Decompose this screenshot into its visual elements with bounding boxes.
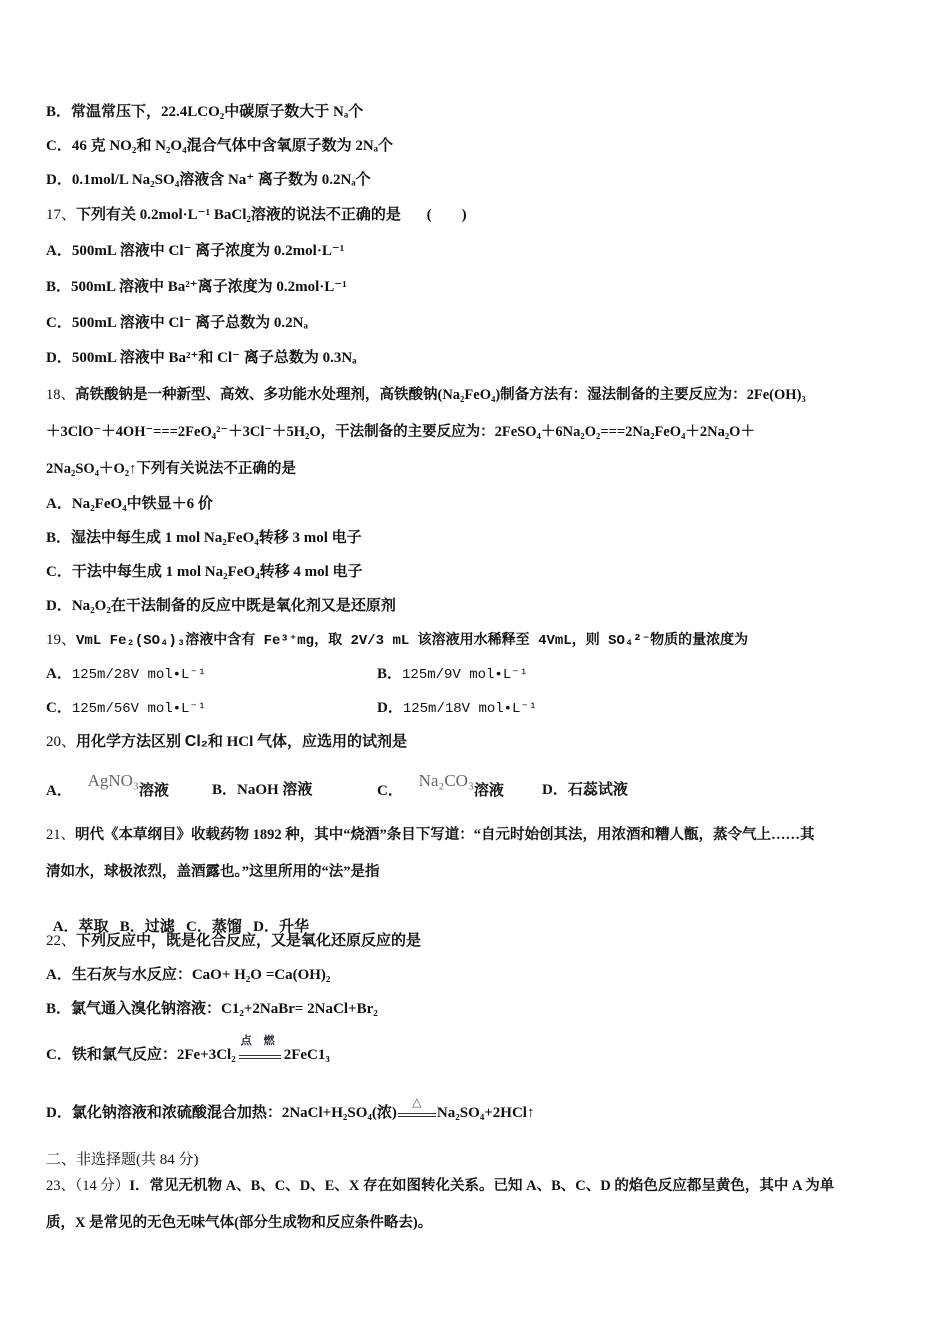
- option-label: A．: [46, 666, 72, 682]
- option-text: 生石灰与水反应：CaO+ H₂O =Ca(OH)₂: [71, 967, 331, 983]
- reaction-condition-arrow: [398, 1094, 436, 1124]
- question-number: 18、: [46, 387, 75, 403]
- q20-option-a: [46, 771, 169, 801]
- option-label: A．: [46, 243, 72, 259]
- option-label: B．: [46, 279, 72, 295]
- option-text: 500mL 溶液中 Cl⁻ 离子总数为 0.2Nₐ: [71, 315, 308, 331]
- q20-option-b: [212, 780, 312, 800]
- question-number: 22、: [46, 933, 77, 949]
- options-text: A．萃取 B．过滤 C．蒸馏 D．升华: [52, 919, 309, 935]
- question-number: 20、: [46, 734, 77, 750]
- q18-option-b: [46, 528, 362, 548]
- option-text: Na₂O₂在干法制备的反应中既是氧化剂又是还原剂: [71, 598, 396, 614]
- option-text: 氯气通入溴化钠溶液：C1₂+2NaBr= 2NaCl+Br₂: [71, 1001, 378, 1017]
- question-text: 下列有关 0.2mol·L⁻¹ BaCl₂溶液的说法不正确的是: [76, 207, 401, 223]
- q22-stem: [46, 931, 421, 951]
- q16-option-c: [46, 136, 393, 156]
- q17-option-b: [46, 277, 347, 297]
- reaction-condition-arrow: [239, 1033, 281, 1066]
- q17-stem: [46, 205, 467, 225]
- option-label: A．: [46, 496, 72, 512]
- option-label: D．: [542, 782, 568, 798]
- q22-option-d: [46, 1094, 535, 1124]
- option-label: A．: [46, 783, 72, 799]
- q18-stem-line2: [46, 422, 755, 442]
- option-text: 氯化钠溶液和浓硫酸混合加热：2NaCl+H₂SO₄(浓): [71, 1105, 397, 1121]
- heat-triangle-icon: △: [412, 1094, 422, 1109]
- option-label: C．: [46, 700, 72, 716]
- q17-option-d: [46, 348, 357, 368]
- question-number: 19、: [46, 632, 77, 648]
- q22-option-c: [46, 1033, 330, 1066]
- equals-bars: [398, 1113, 436, 1117]
- question-text: 下列反应中，既是化合反应，又是氧化还原反应的是: [76, 933, 422, 949]
- question-text: 和 HCl 气体，应选用的试剂是: [207, 734, 408, 750]
- q16-option-d: [46, 170, 371, 190]
- option-text: 500mL 溶液中 Cl⁻ 离子浓度为 0.2mol·L⁻¹: [71, 243, 345, 259]
- option-label: C．: [46, 315, 72, 331]
- option-text: 46 克 NO₂和 N₂O₄混合气体中含氧原子数为 2Nₐ个: [71, 138, 394, 154]
- q22-option-b: [46, 999, 378, 1019]
- question-number: 21、: [46, 827, 75, 843]
- q19-options-row2: [46, 698, 906, 719]
- option-text: Na₂FeO₄中铁显＋6 价: [71, 496, 213, 512]
- question-text: 高铁酸钠是一种新型、高效、多功能水处理剂，高铁酸钠(Na₂FeO₄)制备方法有：湿法制备的主要反应为：2Fe(OH)₃: [75, 387, 806, 403]
- q19-option-a: [46, 666, 206, 682]
- question-text: 质，X 是常见的无色无味气体(部分生成物和反应条件略去)。: [46, 1215, 433, 1231]
- q22-option-a: [46, 965, 330, 985]
- option-text: 溶液: [138, 783, 169, 799]
- question-text: 2Na₂SO₄＋O₂↑下列有关说法不正确的是: [46, 461, 296, 477]
- q19-stem: [46, 630, 748, 651]
- question-number: 23、: [46, 1178, 75, 1194]
- q16-option-b: [46, 102, 363, 122]
- option-label: D．: [46, 598, 72, 614]
- q17-option-c: [46, 313, 308, 333]
- option-text: 125m/9V mol•L⁻¹: [402, 667, 529, 683]
- q23-stem-line1: [46, 1176, 834, 1196]
- option-text: Na₂SO₄+2HCl↑: [436, 1105, 535, 1121]
- q19-options-row1: [46, 664, 906, 685]
- q19-option-b: [377, 664, 528, 685]
- option-label: D．: [46, 350, 72, 366]
- option-text: 0.1mol/L Na₂SO₄溶液含 Na⁺ 离子数为 0.2Nₐ个: [71, 172, 371, 188]
- q20-option-c: [377, 771, 504, 801]
- question-text: VmL Fe₂(SO₄)₃溶液中含有 Fe³⁺mg，取 2V/3 mL 该溶液用水稀释至 4VmL，则 SO₄²⁻物质的量浓度为: [76, 633, 749, 649]
- q18-stem-line3: [46, 459, 296, 479]
- q20-stem: [46, 732, 407, 752]
- q20-option-d: [542, 780, 628, 800]
- option-label: B．: [377, 666, 403, 682]
- option-label: C．: [46, 138, 72, 154]
- option-label: D．: [377, 700, 403, 716]
- option-text: 常温常压下，22.4LCO₂中碳原子数大于 Nₐ个: [71, 104, 364, 120]
- chlorine-formula: Cl₂: [184, 733, 208, 750]
- option-label: B．: [46, 1001, 72, 1017]
- option-label: B．: [46, 530, 72, 546]
- option-text: 125m/18V mol•L⁻¹: [402, 701, 538, 717]
- question-text: 明代《本草纲目》收载药物 1892 种，其中“烧酒”条目下写道：“自元时始创其法，用浓酒和糟人甑，蒸令气上……其: [75, 827, 815, 843]
- formula-image: AgNO₃: [87, 771, 139, 790]
- section-title-text: 二、非选择题(共 84 分): [46, 1152, 199, 1168]
- q18-option-a: [46, 494, 213, 514]
- option-text: 2FeC1₃: [283, 1047, 330, 1063]
- option-label: C．: [377, 783, 403, 799]
- q18-stem-line1: [46, 385, 806, 405]
- option-text: 125m/28V mol•L⁻¹: [71, 667, 207, 683]
- option-text: 干法中每生成 1 mol Na₂FeO₄转移 4 mol 电子: [71, 564, 363, 580]
- option-label: D．: [46, 172, 72, 188]
- question-text: I．常见无机物 A、B、C、D、E、X 存在如图转化关系。已知 A、B、C、D 的焰色反应都呈黄色，其中 A 为单: [129, 1178, 835, 1194]
- option-text: 溶液: [473, 783, 504, 799]
- q21-stem-line1: [46, 825, 815, 845]
- question-score: （14 分）: [75, 1178, 130, 1194]
- option-label: A．: [46, 967, 72, 983]
- option-label: C．: [46, 564, 72, 580]
- section-title: [46, 1150, 199, 1170]
- option-text: 125m/56V mol•L⁻¹: [71, 701, 207, 717]
- option-label: B．: [46, 104, 72, 120]
- q17-option-a: [46, 241, 344, 261]
- equals-bars: [239, 1055, 281, 1059]
- q18-option-c: [46, 562, 363, 582]
- option-label: B．: [212, 782, 238, 798]
- formula-image: Na₂CO₃: [418, 771, 474, 790]
- question-text: ＋3ClO⁻＋4OH⁻===2FeO₄²⁻＋3Cl⁻＋5H₂O，干法制备的主要反应为：2FeSO₄＋6Na₂O₂===2Na₂FeO₄＋2Na₂O＋: [46, 424, 755, 440]
- option-text: 铁和氯气反应：2Fe+3Cl₂: [71, 1047, 236, 1063]
- option-text: 500mL 溶液中 Ba²⁺和 Cl⁻ 离子总数为 0.3Nₐ: [71, 350, 357, 366]
- q19-option-c: [46, 700, 206, 716]
- question-number: 17、: [46, 207, 77, 223]
- q23-stem-line2: [46, 1213, 432, 1233]
- question-text: 清如水，球极浓烈，盖酒露也。”这里所用的“法”是指: [46, 864, 380, 880]
- q21-stem-line2: [46, 862, 380, 882]
- option-text: 湿法中每生成 1 mol Na₂FeO₄转移 3 mol 电子: [71, 530, 362, 546]
- option-label: C．: [46, 1047, 72, 1063]
- ignition-label: 点 燃: [240, 1033, 279, 1047]
- q19-option-d: [377, 698, 537, 719]
- option-text: 500mL 溶液中 Ba²⁺离子浓度为 0.2mol·L⁻¹: [71, 279, 347, 295]
- option-text: NaOH 溶液: [237, 782, 313, 798]
- option-label: D．: [46, 1105, 72, 1121]
- answer-bracket: ( ): [426, 207, 467, 223]
- question-text: 用化学方法区别: [76, 734, 182, 750]
- option-text: 石蕊试液: [567, 782, 628, 798]
- q18-option-d: [46, 596, 396, 616]
